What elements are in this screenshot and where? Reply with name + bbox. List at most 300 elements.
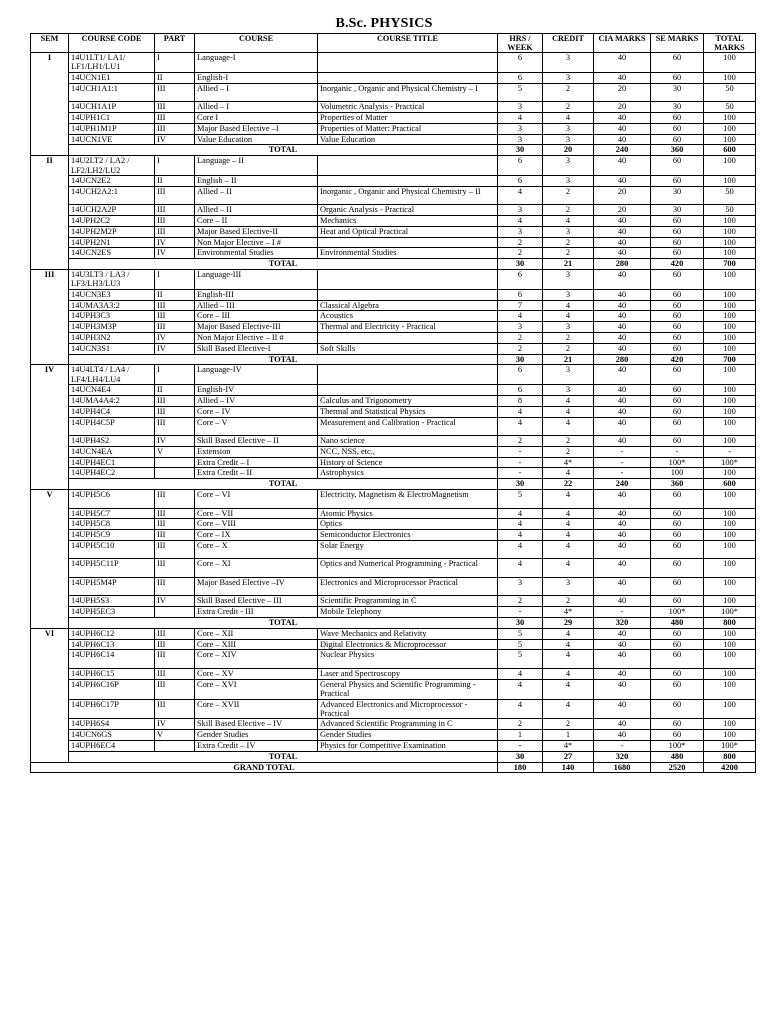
se-cell: 60 bbox=[651, 628, 704, 639]
course-code-cell: 14U4LT4 / LA4 / LF4/LH4/LU4 bbox=[69, 365, 155, 385]
total-se-cell: 360 bbox=[651, 479, 704, 490]
hrs-cell: 8 bbox=[498, 395, 543, 406]
table-row bbox=[31, 596, 756, 607]
part-cell: III bbox=[155, 679, 195, 699]
total-label: TOTAL bbox=[69, 751, 498, 762]
course-title-cell: Properties of Matter: Practical bbox=[318, 123, 498, 134]
course-cell: Allied – I bbox=[195, 102, 318, 113]
total-marks-cell: 100 bbox=[704, 300, 756, 311]
total-marks-cell: 100 bbox=[704, 699, 756, 719]
se-cell: 60 bbox=[651, 530, 704, 541]
cia-cell: 40 bbox=[594, 332, 651, 343]
total-marks-cell: 100* bbox=[704, 457, 756, 468]
table-row bbox=[31, 650, 756, 669]
table-row bbox=[31, 719, 756, 730]
table-row bbox=[31, 490, 756, 509]
table-row bbox=[31, 417, 756, 436]
hrs-cell: 6 bbox=[498, 53, 543, 73]
hrs-cell: 4 bbox=[498, 508, 543, 519]
total-marks-cell: 100 bbox=[704, 395, 756, 406]
course-title-cell: Heat and Optical Practical bbox=[318, 226, 498, 237]
credit-cell: 4 bbox=[543, 699, 594, 719]
course-title-cell bbox=[318, 53, 498, 73]
se-cell: 60 bbox=[651, 248, 704, 259]
cia-cell: 40 bbox=[594, 436, 651, 447]
total-total-cell: 800 bbox=[704, 751, 756, 762]
total-se-cell: 480 bbox=[651, 751, 704, 762]
hrs-cell: 4 bbox=[498, 559, 543, 578]
total-marks-cell: 100 bbox=[704, 639, 756, 650]
total-marks-cell: 100 bbox=[704, 730, 756, 741]
table-row bbox=[31, 156, 756, 176]
cia-cell: 40 bbox=[594, 385, 651, 396]
cia-cell: 40 bbox=[594, 540, 651, 559]
course-code-cell: 14UMA4A4:2 bbox=[69, 395, 155, 406]
table-row bbox=[31, 343, 756, 354]
credit-cell: 3 bbox=[543, 156, 594, 176]
table-row bbox=[31, 332, 756, 343]
course-title-cell: Nuclear Physics bbox=[318, 650, 498, 669]
table-row bbox=[31, 237, 756, 248]
part-cell: IV bbox=[155, 237, 195, 248]
course-cell: Core – XII bbox=[195, 628, 318, 639]
cia-cell: 40 bbox=[594, 112, 651, 123]
hrs-cell: 2 bbox=[498, 436, 543, 447]
total-cia-cell: 320 bbox=[594, 751, 651, 762]
total-marks-cell: 100 bbox=[704, 175, 756, 186]
se-cell: 30 bbox=[651, 186, 704, 205]
table-row bbox=[31, 269, 756, 289]
hrs-cell: 6 bbox=[498, 175, 543, 186]
course-code-cell: 14UCH2A2P bbox=[69, 205, 155, 216]
semester-label: I bbox=[31, 53, 69, 156]
part-cell: I bbox=[155, 53, 195, 73]
cia-cell: - bbox=[594, 457, 651, 468]
table-row bbox=[31, 530, 756, 541]
se-cell: 60 bbox=[651, 559, 704, 578]
part-cell: III bbox=[155, 300, 195, 311]
course-title-cell: Electricity, Magnetism & ElectroMagnetism bbox=[318, 490, 498, 509]
course-cell: Allied – II bbox=[195, 186, 318, 205]
cia-cell: 40 bbox=[594, 699, 651, 719]
cia-cell: 40 bbox=[594, 668, 651, 679]
course-title-cell: Laser and Spectroscopy bbox=[318, 668, 498, 679]
course-code-cell: 14UPH5C8 bbox=[69, 519, 155, 530]
total-marks-cell: 100 bbox=[704, 72, 756, 83]
table-row bbox=[31, 300, 756, 311]
grand-total-credit-cell: 140 bbox=[543, 762, 594, 773]
course-code-cell: 14UPH4C5P bbox=[69, 417, 155, 436]
total-label: TOTAL bbox=[69, 354, 498, 365]
header-cia-marks: CIA MARKS bbox=[594, 34, 651, 53]
header-se-marks: SE MARKS bbox=[651, 34, 704, 53]
course-title-cell: Value Education bbox=[318, 134, 498, 145]
total-marks-cell: 100 bbox=[704, 385, 756, 396]
course-title-cell bbox=[318, 72, 498, 83]
part-cell bbox=[155, 607, 195, 618]
total-credit-cell: 27 bbox=[543, 751, 594, 762]
course-code-cell: 14UPH5C9 bbox=[69, 530, 155, 541]
course-code-cell: 14UCN2E2 bbox=[69, 175, 155, 186]
cia-cell: 40 bbox=[594, 123, 651, 134]
cia-cell: 40 bbox=[594, 300, 651, 311]
course-title-cell: Environmental Studies bbox=[318, 248, 498, 259]
total-hrs-cell: 30 bbox=[498, 354, 543, 365]
semester-label: VI bbox=[31, 628, 69, 762]
hrs-cell: 4 bbox=[498, 186, 543, 205]
grand-total-cia-cell: 1680 bbox=[594, 762, 651, 773]
se-cell: 60 bbox=[651, 365, 704, 385]
header-row bbox=[31, 34, 756, 53]
table-row bbox=[31, 186, 756, 205]
course-cell: Allied – IV bbox=[195, 395, 318, 406]
total-marks-cell: 100 bbox=[704, 156, 756, 176]
part-cell bbox=[155, 468, 195, 479]
part-cell: II bbox=[155, 385, 195, 396]
total-total-cell: 600 bbox=[704, 145, 756, 156]
course-cell: Core – XIII bbox=[195, 639, 318, 650]
total-cia-cell: 240 bbox=[594, 145, 651, 156]
cia-cell: 40 bbox=[594, 490, 651, 509]
hrs-cell: 4 bbox=[498, 406, 543, 417]
table-row bbox=[31, 468, 756, 479]
part-cell: III bbox=[155, 311, 195, 322]
table-row bbox=[31, 699, 756, 719]
course-code-cell: 14UPH5M4P bbox=[69, 577, 155, 596]
total-marks-cell: 100 bbox=[704, 559, 756, 578]
course-code-cell: 14UMA3A3:2 bbox=[69, 300, 155, 311]
credit-cell: 3 bbox=[543, 226, 594, 237]
course-cell: Core – X bbox=[195, 540, 318, 559]
cia-cell: 40 bbox=[594, 322, 651, 333]
cia-cell: 40 bbox=[594, 628, 651, 639]
hrs-cell: 4 bbox=[498, 540, 543, 559]
total-marks-cell: 100 bbox=[704, 269, 756, 289]
total-se-cell: 480 bbox=[651, 618, 704, 629]
course-cell: Language-III bbox=[195, 269, 318, 289]
course-title-cell bbox=[318, 385, 498, 396]
se-cell: 60 bbox=[651, 237, 704, 248]
part-cell: IV bbox=[155, 332, 195, 343]
table-row bbox=[31, 628, 756, 639]
total-se-cell: 420 bbox=[651, 354, 704, 365]
course-title-cell: Semiconductor Electronics bbox=[318, 530, 498, 541]
course-code-cell: 14UCH1A1P bbox=[69, 102, 155, 113]
se-cell: 60 bbox=[651, 436, 704, 447]
course-cell: Core – IX bbox=[195, 530, 318, 541]
table-row bbox=[31, 123, 756, 134]
course-cell: Language-I bbox=[195, 53, 318, 73]
total-marks-cell: 100 bbox=[704, 134, 756, 145]
part-cell: IV bbox=[155, 248, 195, 259]
course-title-cell: Soft Skills bbox=[318, 343, 498, 354]
credit-cell: 3 bbox=[543, 322, 594, 333]
header-credit: CREDIT bbox=[543, 34, 594, 53]
hrs-cell: 4 bbox=[498, 417, 543, 436]
course-title-cell: Advanced Electronics and Microprocessor - Practical bbox=[318, 699, 498, 719]
header-course-title: COURSE TITLE bbox=[318, 34, 498, 53]
course-title-cell: Volumetric Analysis - Practical bbox=[318, 102, 498, 113]
hrs-cell: 7 bbox=[498, 300, 543, 311]
se-cell: 60 bbox=[651, 269, 704, 289]
cia-cell: 40 bbox=[594, 406, 651, 417]
part-cell bbox=[155, 740, 195, 751]
course-title-cell: Properties of Matter bbox=[318, 112, 498, 123]
credit-cell: 4 bbox=[543, 395, 594, 406]
part-cell: III bbox=[155, 490, 195, 509]
total-marks-cell: 100 bbox=[704, 123, 756, 134]
hrs-cell: 5 bbox=[498, 490, 543, 509]
total-marks-cell: 100 bbox=[704, 519, 756, 530]
cia-cell: 20 bbox=[594, 102, 651, 113]
credit-cell: 3 bbox=[543, 365, 594, 385]
table-row bbox=[31, 134, 756, 145]
cia-cell: 40 bbox=[594, 679, 651, 699]
hrs-cell: - bbox=[498, 457, 543, 468]
part-cell: III bbox=[155, 540, 195, 559]
course-title-cell: Wave Mechanics and Relativity bbox=[318, 628, 498, 639]
header-part: PART bbox=[155, 34, 195, 53]
course-title-cell: Calculus and Trigonometry bbox=[318, 395, 498, 406]
course-cell: Major Based Elective –I bbox=[195, 123, 318, 134]
table-row bbox=[31, 559, 756, 578]
table-row bbox=[31, 406, 756, 417]
se-cell: 100* bbox=[651, 457, 704, 468]
hrs-cell: 2 bbox=[498, 343, 543, 354]
hrs-cell: 3 bbox=[498, 577, 543, 596]
part-cell: V bbox=[155, 446, 195, 457]
cia-cell: 40 bbox=[594, 417, 651, 436]
table-row bbox=[31, 639, 756, 650]
credit-cell: 4 bbox=[543, 508, 594, 519]
course-cell: Core – XIV bbox=[195, 650, 318, 669]
se-cell: 60 bbox=[651, 730, 704, 741]
part-cell bbox=[155, 457, 195, 468]
cia-cell: 40 bbox=[594, 730, 651, 741]
course-code-cell: 14UPH4S2 bbox=[69, 436, 155, 447]
se-cell: 30 bbox=[651, 83, 704, 102]
cia-cell: 20 bbox=[594, 83, 651, 102]
header-course: COURSE bbox=[195, 34, 318, 53]
total-se-cell: 420 bbox=[651, 259, 704, 270]
part-cell: IV bbox=[155, 134, 195, 145]
table-row bbox=[31, 668, 756, 679]
table-row bbox=[31, 53, 756, 73]
se-cell: - bbox=[651, 446, 704, 457]
course-code-cell: 14UCN4EA bbox=[69, 446, 155, 457]
credit-cell: 3 bbox=[543, 134, 594, 145]
header-course-code: COURSE CODE bbox=[69, 34, 155, 53]
course-cell: Allied – II bbox=[195, 205, 318, 216]
course-cell: Core – VI bbox=[195, 490, 318, 509]
cia-cell: 40 bbox=[594, 530, 651, 541]
course-code-cell: 14UPH3C3 bbox=[69, 311, 155, 322]
credit-cell: 4 bbox=[543, 628, 594, 639]
course-table bbox=[30, 33, 756, 773]
hrs-cell: 3 bbox=[498, 322, 543, 333]
credit-cell: 3 bbox=[543, 289, 594, 300]
course-code-cell: 14UPH6S4 bbox=[69, 719, 155, 730]
total-marks-cell: 100 bbox=[704, 679, 756, 699]
cia-cell: 40 bbox=[594, 559, 651, 578]
se-cell: 60 bbox=[651, 406, 704, 417]
course-title-cell: Inorganic , Organic and Physical Chemistry – II bbox=[318, 186, 498, 205]
se-cell: 60 bbox=[651, 719, 704, 730]
course-code-cell: 14UPH5EC3 bbox=[69, 607, 155, 618]
semester-total-row bbox=[31, 259, 756, 270]
hrs-cell: 4 bbox=[498, 699, 543, 719]
credit-cell: 3 bbox=[543, 269, 594, 289]
course-cell: Value Education bbox=[195, 134, 318, 145]
part-cell: III bbox=[155, 417, 195, 436]
course-title-cell: Acoustics bbox=[318, 311, 498, 322]
credit-cell: 2 bbox=[543, 248, 594, 259]
cia-cell: 40 bbox=[594, 216, 651, 227]
se-cell: 30 bbox=[651, 205, 704, 216]
course-cell: Core – XV bbox=[195, 668, 318, 679]
total-hrs-cell: 30 bbox=[498, 145, 543, 156]
credit-cell: 4 bbox=[543, 216, 594, 227]
se-cell: 60 bbox=[651, 53, 704, 73]
course-code-cell: 14U3LT3 / LA3 / LF3/LH3/LU3 bbox=[69, 269, 155, 289]
hrs-cell: - bbox=[498, 607, 543, 618]
hrs-cell: 2 bbox=[498, 237, 543, 248]
course-title-cell: Electronics and Microprocessor Practical bbox=[318, 577, 498, 596]
total-marks-cell: 100 bbox=[704, 226, 756, 237]
header-sem: SEM bbox=[31, 34, 69, 53]
credit-cell: 4 bbox=[543, 540, 594, 559]
cia-cell: 40 bbox=[594, 343, 651, 354]
part-cell: I bbox=[155, 365, 195, 385]
total-marks-cell: 100 bbox=[704, 596, 756, 607]
table-row bbox=[31, 679, 756, 699]
course-cell: Skill Based Elective – III bbox=[195, 596, 318, 607]
total-hrs-cell: 30 bbox=[498, 479, 543, 490]
course-cell: Extra Credit - III bbox=[195, 607, 318, 618]
total-marks-cell: 100 bbox=[704, 540, 756, 559]
credit-cell: 2 bbox=[543, 332, 594, 343]
hrs-cell: - bbox=[498, 446, 543, 457]
credit-cell: 4 bbox=[543, 417, 594, 436]
course-cell: English-IV bbox=[195, 385, 318, 396]
part-cell: III bbox=[155, 216, 195, 227]
total-marks-cell: 100 bbox=[704, 322, 756, 333]
cia-cell: 40 bbox=[594, 577, 651, 596]
course-title-cell: Scientific Programming in C bbox=[318, 596, 498, 607]
se-cell: 60 bbox=[651, 72, 704, 83]
course-code-cell: 14UPH5S3 bbox=[69, 596, 155, 607]
part-cell: III bbox=[155, 559, 195, 578]
total-total-cell: 600 bbox=[704, 479, 756, 490]
total-marks-cell: 100 bbox=[704, 289, 756, 300]
cia-cell: 40 bbox=[594, 269, 651, 289]
credit-cell: 4* bbox=[543, 607, 594, 618]
credit-cell: 2 bbox=[543, 343, 594, 354]
course-code-cell: 14UCH2A2:1 bbox=[69, 186, 155, 205]
credit-cell: 3 bbox=[543, 123, 594, 134]
cia-cell: 40 bbox=[594, 719, 651, 730]
total-marks-cell: 100 bbox=[704, 53, 756, 73]
total-credit-cell: 21 bbox=[543, 259, 594, 270]
total-marks-cell: 100 bbox=[704, 343, 756, 354]
total-marks-cell: 100 bbox=[704, 530, 756, 541]
total-credit-cell: 22 bbox=[543, 479, 594, 490]
course-code-cell: 14UPH2M2P bbox=[69, 226, 155, 237]
part-cell: IV bbox=[155, 436, 195, 447]
part-cell: III bbox=[155, 102, 195, 113]
table-row bbox=[31, 446, 756, 457]
credit-cell: 4 bbox=[543, 679, 594, 699]
hrs-cell: 3 bbox=[498, 205, 543, 216]
cia-cell: 40 bbox=[594, 395, 651, 406]
part-cell: IV bbox=[155, 343, 195, 354]
hrs-cell: 3 bbox=[498, 226, 543, 237]
page-title: B.Sc. PHYSICS bbox=[335, 16, 433, 31]
course-title-cell bbox=[318, 332, 498, 343]
hrs-cell: 2 bbox=[498, 248, 543, 259]
credit-cell: 4 bbox=[543, 650, 594, 669]
se-cell: 60 bbox=[651, 332, 704, 343]
course-cell: Core – VII bbox=[195, 508, 318, 519]
cia-cell: 40 bbox=[594, 519, 651, 530]
hrs-cell: 6 bbox=[498, 269, 543, 289]
course-cell: English-III bbox=[195, 289, 318, 300]
hrs-cell: 4 bbox=[498, 519, 543, 530]
course-title-cell: Astrophysics bbox=[318, 468, 498, 479]
part-cell: IV bbox=[155, 719, 195, 730]
credit-cell: 3 bbox=[543, 72, 594, 83]
part-cell: V bbox=[155, 730, 195, 741]
table-row bbox=[31, 112, 756, 123]
table-row bbox=[31, 607, 756, 618]
grand-total-hrs-cell: 180 bbox=[498, 762, 543, 773]
course-title-cell bbox=[318, 156, 498, 176]
grand-total-row bbox=[31, 762, 756, 773]
total-marks-cell: 100 bbox=[704, 417, 756, 436]
hrs-cell: 6 bbox=[498, 289, 543, 300]
table-row bbox=[31, 740, 756, 751]
se-cell: 60 bbox=[651, 519, 704, 530]
course-cell: Language-IV bbox=[195, 365, 318, 385]
course-code-cell: 14UPH6C17P bbox=[69, 699, 155, 719]
table-row bbox=[31, 289, 756, 300]
course-title-cell bbox=[318, 269, 498, 289]
total-marks-cell: 50 bbox=[704, 186, 756, 205]
total-cia-cell: 320 bbox=[594, 618, 651, 629]
course-cell: Allied – I bbox=[195, 83, 318, 102]
course-code-cell: 14UPH4C4 bbox=[69, 406, 155, 417]
hrs-cell: 5 bbox=[498, 628, 543, 639]
table-row bbox=[31, 457, 756, 468]
cia-cell: 40 bbox=[594, 226, 651, 237]
table-row bbox=[31, 395, 756, 406]
course-code-cell: 14U2LT2 / LA2 / LF2/LH2/LU2 bbox=[69, 156, 155, 176]
cia-cell: 20 bbox=[594, 205, 651, 216]
cia-cell: 40 bbox=[594, 72, 651, 83]
credit-cell: 1 bbox=[543, 730, 594, 741]
total-marks-cell: 50 bbox=[704, 205, 756, 216]
course-code-cell: 14UPH6C14 bbox=[69, 650, 155, 669]
total-marks-cell: 100 bbox=[704, 112, 756, 123]
hrs-cell: 6 bbox=[498, 72, 543, 83]
course-cell: English – II bbox=[195, 175, 318, 186]
credit-cell: 4 bbox=[543, 530, 594, 541]
part-cell: III bbox=[155, 530, 195, 541]
total-marks-cell: 100 bbox=[704, 248, 756, 259]
total-cia-cell: 280 bbox=[594, 354, 651, 365]
hrs-cell: 2 bbox=[498, 719, 543, 730]
table-row bbox=[31, 577, 756, 596]
